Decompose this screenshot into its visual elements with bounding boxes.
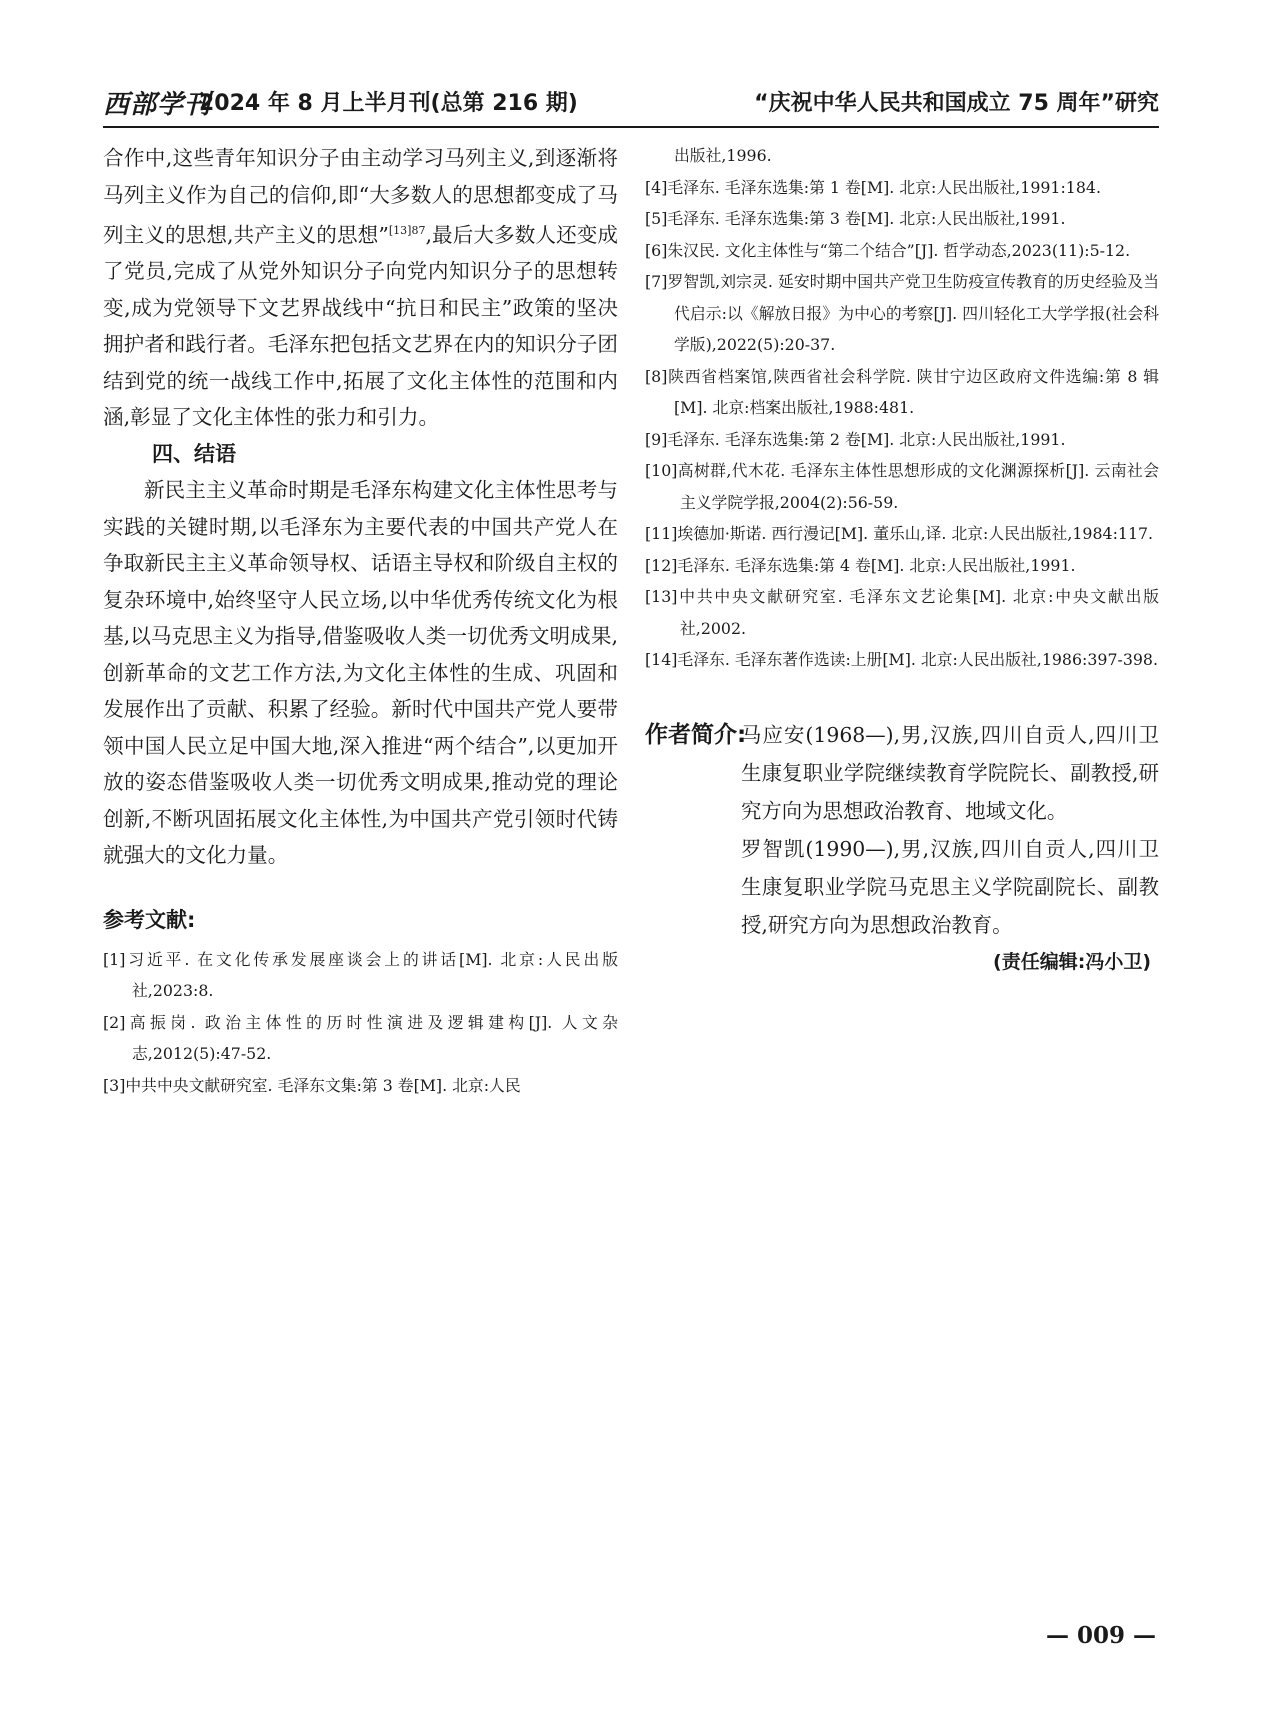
reference-item: [12]毛泽东. 毛泽东选集:第 4 卷[M]. 北京:人民出版社,1991.: [645, 555, 1076, 575]
header-rule: [103, 126, 1159, 128]
reference-item: [6]朱汉民. 文化主体性与“第二个结合”[J]. 哲学动态,2023(11):5-12.: [645, 240, 1131, 260]
reference-continuation: 出版社,1996.: [674, 146, 772, 165]
reference-item: [2]高振岗. 政治主体性的历时性演进及逻辑建构[J]. 人文杂志,2012(5):47-52.: [103, 1012, 618, 1064]
reference-item: [10]高树群,代木花. 毛泽东主体性思想形成的文化渊源探析[J]. 云南社会主义学院学报,2004(2):56-59.: [645, 461, 1159, 512]
section-heading: 四、结语: [152, 441, 236, 466]
reference-list-left: [103, 944, 618, 1102]
reference-item: [9]毛泽东. 毛泽东选集:第 2 卷[M]. 北京:人民出版社,1991.: [645, 429, 1066, 449]
author-bio: [645, 716, 1159, 944]
reference-item: [3]中共中央文献研究室. 毛泽东文集:第 3 卷[M]. 北京:人民: [103, 1075, 521, 1095]
citation: [13]87: [388, 224, 426, 237]
reference-item: [13]中共中央文献研究室. 毛泽东文艺论集[M]. 北京:中央文献出版社,2002.: [645, 587, 1159, 638]
column-topic: “庆祝中华人民共和国成立 75 周年”研究: [754, 91, 1159, 116]
left-column: [103, 140, 618, 1101]
issue-info: 2024 年 8 月上半月刊(总第 216 期): [199, 91, 578, 116]
journal-logo: 西部学刊: [103, 90, 212, 120]
reference-item: [14]毛泽东. 毛泽东著作选读:上册[M]. 北京:人民出版社,1986:397-398.: [645, 650, 1159, 669]
running-header: [103, 84, 1159, 120]
right-column: [645, 140, 1159, 980]
reference-list-right: [645, 172, 1159, 676]
reference-item: [1]习近平. 在文化传承发展座谈会上的讲话[M]. 北京:人民出版社,2023:8.: [103, 949, 618, 1001]
author-bio-1: 马应安(1968—),男,汉族,四川自贡人,四川卫生康复职业学院继续教育学院院长、副教授,研究方向为思想政治教育、地域文化。: [741, 722, 1159, 823]
reference-item: [8]陕西省档案馆,陕西省社会科学院. 陕甘宁边区政府文件选编:第 8 辑[M]. 北京:档案出版社,1988:481.: [645, 366, 1159, 417]
body-paragraph: 新民主主义革命时期是毛泽东构建文化主体性思考与实践的关键时期,以毛泽东为主要代表的中国共产党人在争取新民主主义革命领导权、话语主导权和阶级自主权的复杂环境中,始终坚守人民立场,以中华优秀传统文化为根基,以马克思主义为指导,借鉴吸收人类一切优秀文明成果,创新革命的文艺工作方法,为文化主体性的生成、巩固和发展作出了贡献、积累了经验。新时代中国共产党人要带领中国人民立足中国大地,深入推进“两个结合”,以更加开放的姿态借鉴吸收人类一切优秀文明成果,推动党的理论创新,不断巩固拓展文化主体性,为中国共产党引领时代铸就强大的文化力量。: [103, 478, 618, 868]
author-bio-label: 作者简介:: [645, 721, 747, 748]
reference-item: [5]毛泽东. 毛泽东选集:第 3 卷[M]. 北京:人民出版社,1991.: [645, 209, 1066, 228]
reference-item: [7]罗智凯,刘宗灵. 延安时期中国共产党卫生防疫宣传教育的历史经验及当代启示:以《解放日报》为中心的考察[J]. 四川轻化工大学学报(社会科学版),2022(5):20-37.: [645, 272, 1159, 354]
references-heading: 参考文献:: [103, 907, 196, 932]
responsible-editor: (责任编辑:冯小卫): [993, 950, 1151, 973]
reference-item: [11]埃德加·斯诺. 西行漫记[M]. 董乐山,译. 北京:人民出版社,1984:117.: [645, 524, 1154, 543]
author-bio-2: 罗智凯(1990—),男,汉族,四川自贡人,四川卫生康复职业学院马克思主义学院副院长、副教授,研究方向为思想政治教育。: [741, 836, 1159, 937]
body-paragraph: 合作中,这些青年知识分子由主动学习马列主义,到逐渐将马列主义作为自己的信仰,即“大多数人的思想都变成了马列主义的思想,共产主义的思想”$^{[13]87}$,最后大多数人还变成了党员,完成了从党外知识分子向党内知识分子的思想转变,成为党领导下文艺界战线中“抗日和民主”政策的坚决拥护者和践行者。毛泽东把包括文艺界在内的知识分子团结到党的统一战线工作中,拓展了文化主体性的范围和内涵,彰显了文化主体性的张力和引力。: [103, 146, 619, 430]
page-number: — 009 —: [1045, 1622, 1156, 1649]
reference-item: [4]毛泽东. 毛泽东选集:第 1 卷[M]. 北京:人民出版社,1991:184.: [645, 177, 1101, 197]
